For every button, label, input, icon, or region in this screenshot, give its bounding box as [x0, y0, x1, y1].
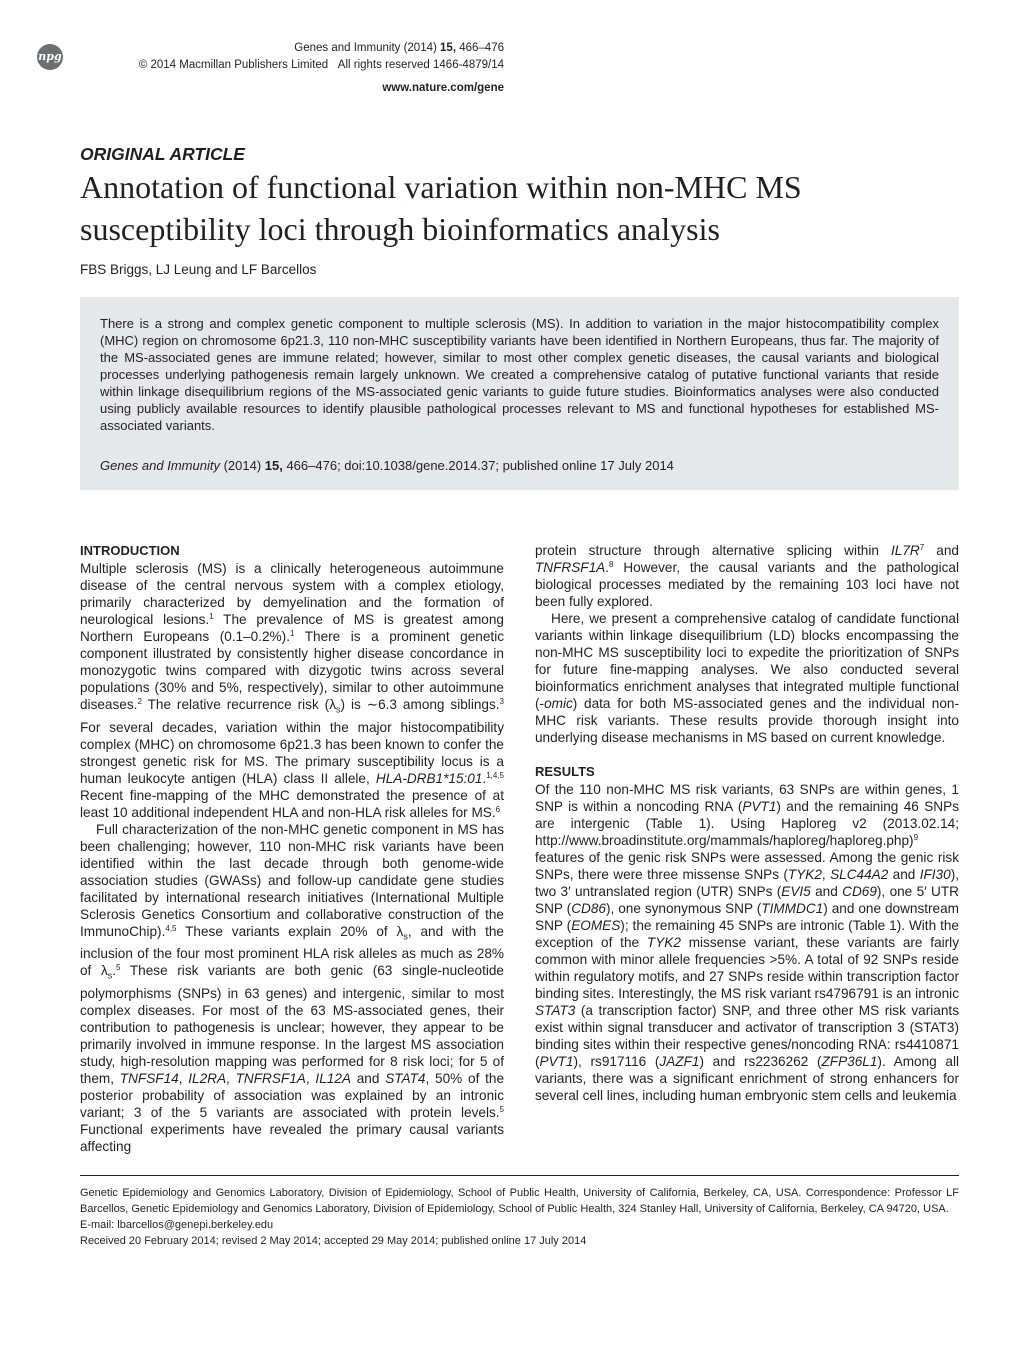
article-type: ORIGINAL ARTICLE — [80, 144, 245, 164]
npg-logo: npg — [37, 44, 63, 70]
journal-info — [139, 40, 504, 74]
affiliation: Genetic Epidemiology and Genomics Laboratory, Division of Epidemiology, School of Public Health, University of California, Berkeley, CA, USA. Correspondence: Professor LF Barcellos, Genetic Epidemiology and Genomics Laboratory, Division of Epidemiology, School of Public Health, 324 Stanley Hall, University of California, Berkeley, CA 94720, USA. — [80, 1187, 959, 1215]
citation-line: Genes and Immunity (2014) 15, 466–476; doi:10.1038/gene.2014.37; published online 17 July 2014 — [100, 458, 674, 473]
received-dates: Received 20 February 2014; revised 2 May 2014; accepted 29 May 2014; published online 17 July 2014 — [80, 1235, 587, 1247]
left-column — [80, 542, 504, 1155]
right-column — [535, 542, 959, 1104]
page-footer — [80, 1185, 959, 1249]
email[interactable]: E-mail: lbarcellos@genepi.berkeley.edu — [80, 1219, 274, 1231]
authors: FBS Briggs, LJ Leung and LF Barcellos — [80, 262, 317, 277]
journal-url[interactable]: www.nature.com/gene — [382, 82, 504, 94]
paragraph: Of the 110 non-MHC MS risk variants, 63 SNPs are within genes, 1 SNP is within a noncoding RNA (PVT1) and the remaining 46 SNPs are intergenic (Table 1). Using Haploreg v2 (2013.02.14; http://www.broadinstitute.org/mammals/haploreg/haploreg.php)$^9$ features of the genic risk SNPs were assessed. Among the genic risk SNPs, there were three missense SNPs (TYK2, SLC44A2 and IFI30), two 3′ untranslated region (UTR) SNPs (EVI5 and CD69), one 5′ UTR SNP (CD86), one synonymous SNP (TIMMDC1) and one downstream SNP (EOMES); the remaining 45 SNPs are intronic (Table 1). With the exception of the TYK2 missense variant, these variants are fairly common with minor allele frequencies >5%. A total of 92 SNPs reside within regulatory motifs, and 27 SNPs reside within transcription factor binding sites. Interestingly, the MS risk variant rs4796791 is an intronic STAT3 (a transcription factor) SNP, and three other MS risk variants exist within signal transducer and activator of transcription 3 (STAT3) binding sites within their respective genes/noncoding RNA: rs4410871 (PVT1), rs917116 (JAZF1) and rs2236262 (ZFP36L1). Among all variants, there was a significant enrichment of strong enhancers for several cell lines, including human embryonic stem cells and leukemia — [535, 782, 960, 1103]
article-title: Annotation of functional variation within non-MHC MS susceptibility loci through bioinformatics analysis — [80, 169, 802, 247]
abstract-box — [80, 297, 959, 490]
copyright-line: © 2014 Macmillan Publishers Limited All rights reserved 1466-4879/14 — [138, 59, 504, 71]
paragraph: Here, we present a comprehensive catalog of candidate functional variants within linkage disequilibrium (LD) blocks encompassing the non-MHC MS susceptibility loci to expedite the prioritization of SNPs for future fine-mapping analyses. We also conducted several bioinformatics enrichment analyses that integrated multiple functional (-omic) data for both MS-associated genes and the individual non-MHC risk variants. These results provide thorough insight into underlying disease mechanisms in MS based on current knowledge. — [535, 611, 959, 745]
paragraph: Multiple sclerosis (MS) is a clinically heterogeneous autoimmune disease of the central nervous system with a complex etiology, primarily characterized by demyelination and the formation of neurological lesions.$^1$ The prevalence of MS is greatest among Northern Europeans (0.1–0.2%).$^1$ There is a prominent genetic component illustrated by consistently higher disease concordance in monozygotic twins compared with dizygotic twins across several populations (30% and 5%, respectively), similar to other autoimmune diseases.$^2$ The relative recurrence risk $(\lambda_s)$ is ∼6.3 among siblings.$^3$ For several decades, variation within the major histocompatibility complex (MHC) on chromosome 6p21.3 has been known to confer the strongest genetic risk for MS. The primary susceptibility locus is a human leukocyte antigen (HLA) class II allele, HLA-DRB1*15:01.$^{1,4,5}$ Recent fine-mapping of the MHC demonstrated the presence of at least 10 additional independent HLA and non-HLA risk alleles for MS.$^6$ — [80, 561, 505, 820]
footer-divider — [80, 1175, 959, 1176]
section-heading-introduction: INTRODUCTION — [80, 543, 180, 558]
page-header — [38, 40, 960, 100]
section-heading-results: RESULTS — [535, 764, 595, 779]
abstract-text: There is a strong and complex genetic component to multiple sclerosis (MS). In addition to variation in the major histocompatibility complex (MHC) region on chromosome 6p21.3, 110 non-MHC susceptibility variants have been identified in Northern Europeans, thus far. The majority of the MS-associated genes are immune related; however, similar to most other complex genetic diseases, the causal variants and biological processes underlying pathogenesis remain largely unknown. We created a comprehensive catalog of putative functional variants that reside within linkage disequilibrium regions of the MS-associated genic variants to guide future studies. Bioinformatics analyses were also conducted using publicly available resources to identify plausible pathological processes relevant to MS and functional hypotheses for established MS-associated variants. — [100, 316, 939, 433]
paragraph: protein structure through alternative splicing within $IL7R^7$ and TNFRSF1A.$^8$ However, the causal variants and the pathological biological processes mediated by the remaining 103 loci have not been fully explored. — [535, 543, 959, 609]
journal-citation: Genes and Immunity (2014) 15, 466–476 — [294, 42, 504, 54]
paragraph: Full characterization of the non-MHC genetic component in MS has been challenging; however, 110 non-MHC risk variants have been identified within the last decade through both genome-wide association studies (GWASs) and follow-up candidate gene studies facilitated by international research initiatives (International Multiple Sclerosis Genetics Consortium and collaborative construction of the ImmunoChip).$^{4,5}$ These variants explain 20% of $\lambda_s$, and with the inclusion of the four most prominent HLA risk alleles as much as 28% of $\lambda_s.^5$ These risk variants are both genic (63 single-nucleotide polymorphisms (SNPs) in 63 genes) and intergenic, similar to most complex diseases. For most of the 63 MS-associated genes, their contribution to pathogenesis is unclear; however, they appear to be primarily involved in immune response. In the largest MS association study, high-resolution mapping was performed for 8 risk loci; for 5 of them, TNFSF14, IL2RA, TNFRSF1A, IL12A and STAT4, 50% of the posterior probability of association was explained by an intronic variant; 3 of the 5 variants are associated with protein levels.$^5$ Functional experiments have revealed the primary causal variants affecting — [80, 821, 505, 1155]
